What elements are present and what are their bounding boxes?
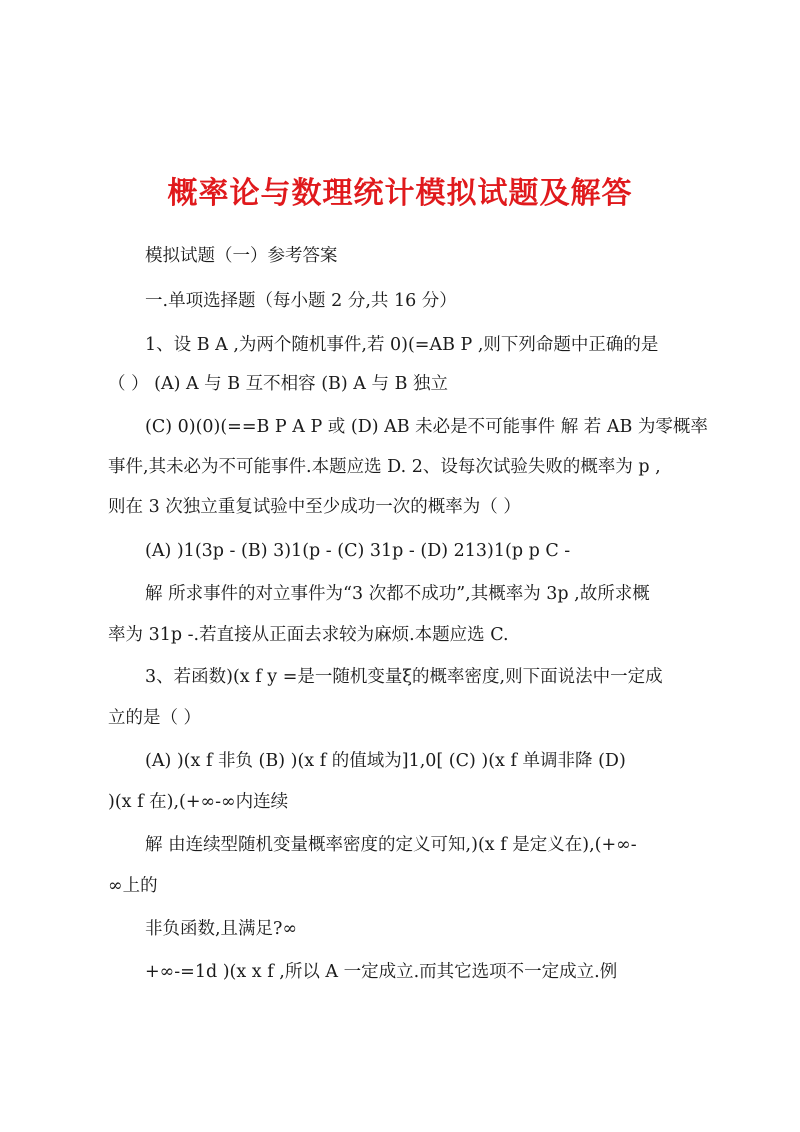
paragraph-line: 则在 3 次独立重复试验中至少成功一次的概率为（ ） — [108, 497, 521, 517]
paragraph-line: 解 所求事件的对立事件为“3 次都不成功”,其概率为 3p ,故所求概 — [145, 584, 650, 604]
document-title: 概率论与数理统计模拟试题及解答 — [167, 176, 633, 211]
paragraph-line: (C) 0)(0)(==B P A P 或 (D) AB 未必是不可能事件 解 若 AB 为零概率 — [145, 417, 708, 437]
paragraph-line: 立的是（ ） — [108, 708, 202, 728]
paragraph-line: ∞上的 — [108, 876, 158, 896]
paragraph-line: 解 由连续型随机变量概率密度的定义可知,)(x f 是定义在),(+∞- — [145, 835, 637, 855]
paragraph-line: 事件,其未必为不可能事件.本题应选 D. 2、设每次试验失败的概率为 p , — [108, 457, 661, 477]
paragraph-line: 率为 31p -.若直接从正面去求较为麻烦.本题应选 C. — [108, 625, 509, 645]
options-line: (A) )1(3p - (B) 3)1(p - (C) 31p - (D) 213)1(p p C - — [145, 541, 571, 561]
paragraph-line: +∞-=1d )(x x f ,所以 A 一定成立.而其它选项不一定成立.例 — [145, 962, 618, 982]
paragraph-line: 1、设 B A ,为两个随机事件,若 0)(=AB P ,则下列命题中正确的是 — [145, 335, 659, 355]
section-heading: 模拟试题（一）参考答案 — [145, 246, 338, 266]
paragraph-line: )(x f 在),(+∞-∞内连续 — [108, 792, 289, 812]
paragraph-line: 3、若函数)(x f y =是一随机变量ξ的概率密度,则下面说法中一定成 — [145, 667, 663, 687]
paragraph-line: 非负函数,且满足?∞ — [145, 919, 298, 939]
question-type-heading: 一.单项选择题（每小题 2 分,共 16 分） — [145, 291, 457, 311]
options-line: (A) )(x f 非负 (B) )(x f 的值域为]1,0[ (C) )(x f 单调非降 (D) — [145, 751, 626, 771]
paragraph-line: （ ） (A) A 与 B 互不相容 (B) A 与 B 独立 — [108, 374, 448, 394]
